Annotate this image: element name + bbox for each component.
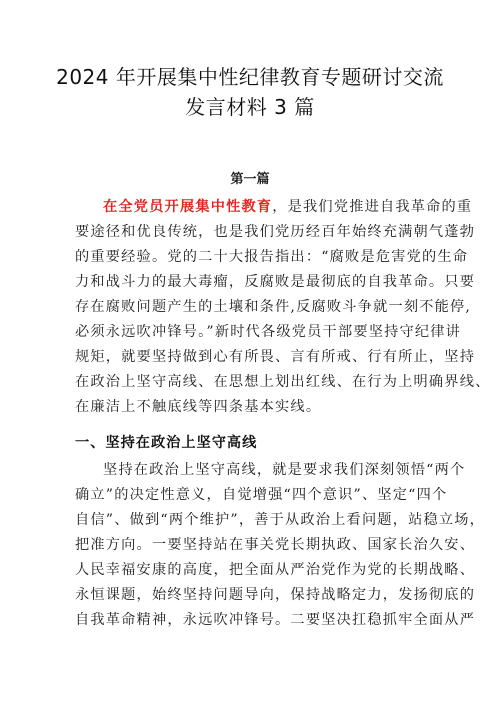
document-title-line1: 2024 年开展集中性纪律教育专题研讨交流: [56, 65, 444, 89]
paragraph-2-line-3: 自信”、做到“两个维护”，善于从政治上看问题，站稳立场，: [75, 512, 486, 528]
paragraph-1-line-2: 要途径和优良传统，也是我们党历经百年始终充满朝气蓬勃: [75, 224, 476, 240]
paragraph-1-line-6: 必须永远吹冲锋号。”新时代各级党员干部要坚持守纪律讲: [75, 324, 462, 340]
document-title-line2: 发言材料 3 篇: [185, 95, 315, 119]
paragraph-1-line-5: 存在腐败问题产生的土壤和条件,反腐败斗争就一刻不能停,: [75, 299, 472, 315]
paragraph-2-line-2: 确立”的决定性意义，自觉增强“四个意识”、坚定“四个: [75, 487, 448, 503]
paragraph-2-line-6: 永恒课题，始终坚持问题导向，保持战略定力，发扬彻底的: [75, 587, 476, 603]
paragraph-1-line-4: 力和战斗力的最大毒瘤，反腐败是最彻底的自我革命。只要: [75, 274, 476, 290]
paragraph-2-line-7: 自我革命精神，永远吹冲锋号。二要坚决扛稳抓牢全面从严: [75, 612, 476, 628]
paragraph-1-line-7: 规矩，就要坚持做到心有所畏、言有所戒、行有所止，坚持: [75, 349, 476, 365]
paragraph-1-line-3: 的重要经验。党的二十大报告指出：“腐败是危害党的生命: [75, 249, 469, 265]
section-title: 第一篇: [230, 172, 270, 187]
subheading-1: 一、坚持在政治上坚守高线: [75, 435, 258, 451]
paragraph-2-line-4: 把准方向。一要坚持站在事关党长期执政、国家长治久安、: [75, 537, 476, 553]
paragraph-1-line-8: 在政治上坚守高线、在思想上划出红线、在行为上明确界线、: [75, 374, 491, 390]
paragraph-2-line-5: 人民幸福安康的高度，把全面从严治党作为党的长期战略、: [75, 562, 476, 578]
paragraph-1-line-1-text: ，是我们党推进自我革命的重: [272, 199, 473, 215]
paragraph-1-line-1: [103, 196, 473, 218]
paragraph-1-line-9: 在廉洁上不触底线等四条基本实线。: [75, 399, 322, 415]
highlighted-phrase: 在全党员开展集中性教育: [103, 199, 273, 215]
paragraph-2-line-1: 坚持在政治上坚守高线，就是要求我们深刻领悟“两个: [103, 462, 466, 478]
